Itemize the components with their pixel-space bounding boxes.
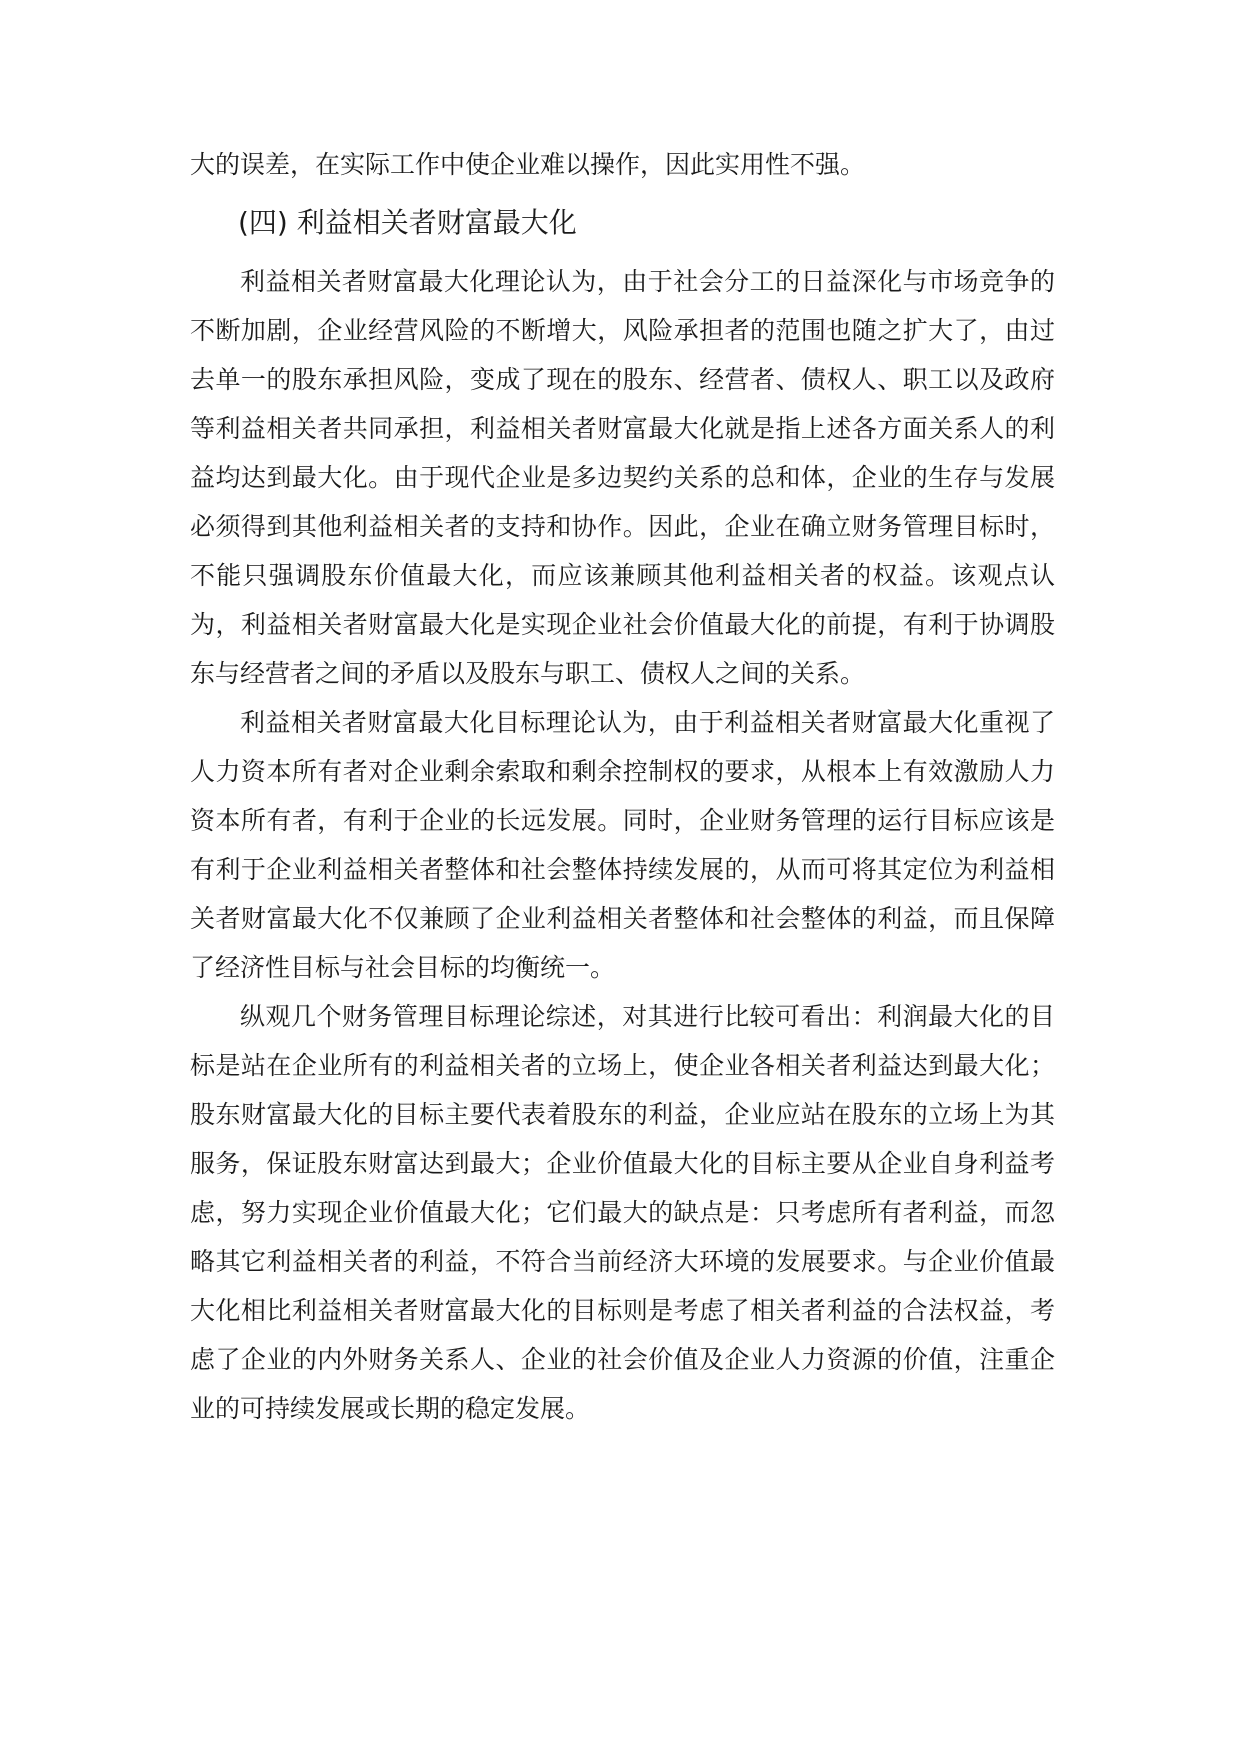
section-heading: (四) 利益相关者财富最大化 bbox=[238, 206, 577, 239]
document-page bbox=[190, 140, 1055, 1433]
paragraph-1: 利益相关者财富最大化理论认为，由于社会分工的日益深化与市场竞争的不断加剧，企业经营风险的不断增大，风险承担者的范围也随之扩大了，由过去单一的股东承担风险，变成了现在的股东、经营者、债权人、职工以及政府等利益相关者共同承担，利益相关者财富最大化就是指上述各方面关系人的利益均达到最大化。由于现代企业是多边契约关系的总和体，企业的生存与发展必须得到其他利益相关者的支持和协作。因此，企业在确立财务管理目标时，不能只强调股东价值最大化，而应该兼顾其他利益相关者的权益。该观点认为，利益相关者财富最大化是实现企业社会价值最大化的前提，有利于协调股东与经营者之间的矛盾以及股东与职工、债权人之间的关系。 bbox=[190, 267, 1055, 688]
intro-fragment: 大的误差，在实际工作中使企业难以操作，因此实用性不强。 bbox=[190, 150, 866, 179]
paragraph-2: 利益相关者财富最大化目标理论认为，由于利益相关者财富最大化重视了人力资本所有者对企业剩余索取和剩余控制权的要求，从根本上有效激励人力资本所有者，有利于企业的长远发展。同时，企业财务管理的运行目标应该是有利于企业利益相关者整体和社会整体持续发展的，从而可将其定位为利益相关者财富最大化不仅兼顾了企业利益相关者整体和社会整体的利益，而且保障了经济性目标与社会目标的均衡统一。 bbox=[190, 708, 1055, 982]
paragraph-3: 纵观几个财务管理目标理论综述，对其进行比较可看出：利润最大化的目标是站在企业所有的利益相关者的立场上，使企业各相关者利益达到最大化；股东财富最大化的目标主要代表着股东的利益，企业应站在股东的立场上为其服务，保证股东财富达到最大；企业价值最大化的目标主要从企业自身利益考虑，努力实现企业价值最大化；它们最大的缺点是：只考虑所有者利益，而忽略其它利益相关者的利益，不符合当前经济大环境的发展要求。与企业价值最大化相比利益相关者财富最大化的目标则是考虑了相关者利益的合法权益，考虑了企业的内外财务关系人、企业的社会价值及企业人力资源的价值，注重企业的可持续发展或长期的稳定发展。 bbox=[190, 1002, 1055, 1423]
